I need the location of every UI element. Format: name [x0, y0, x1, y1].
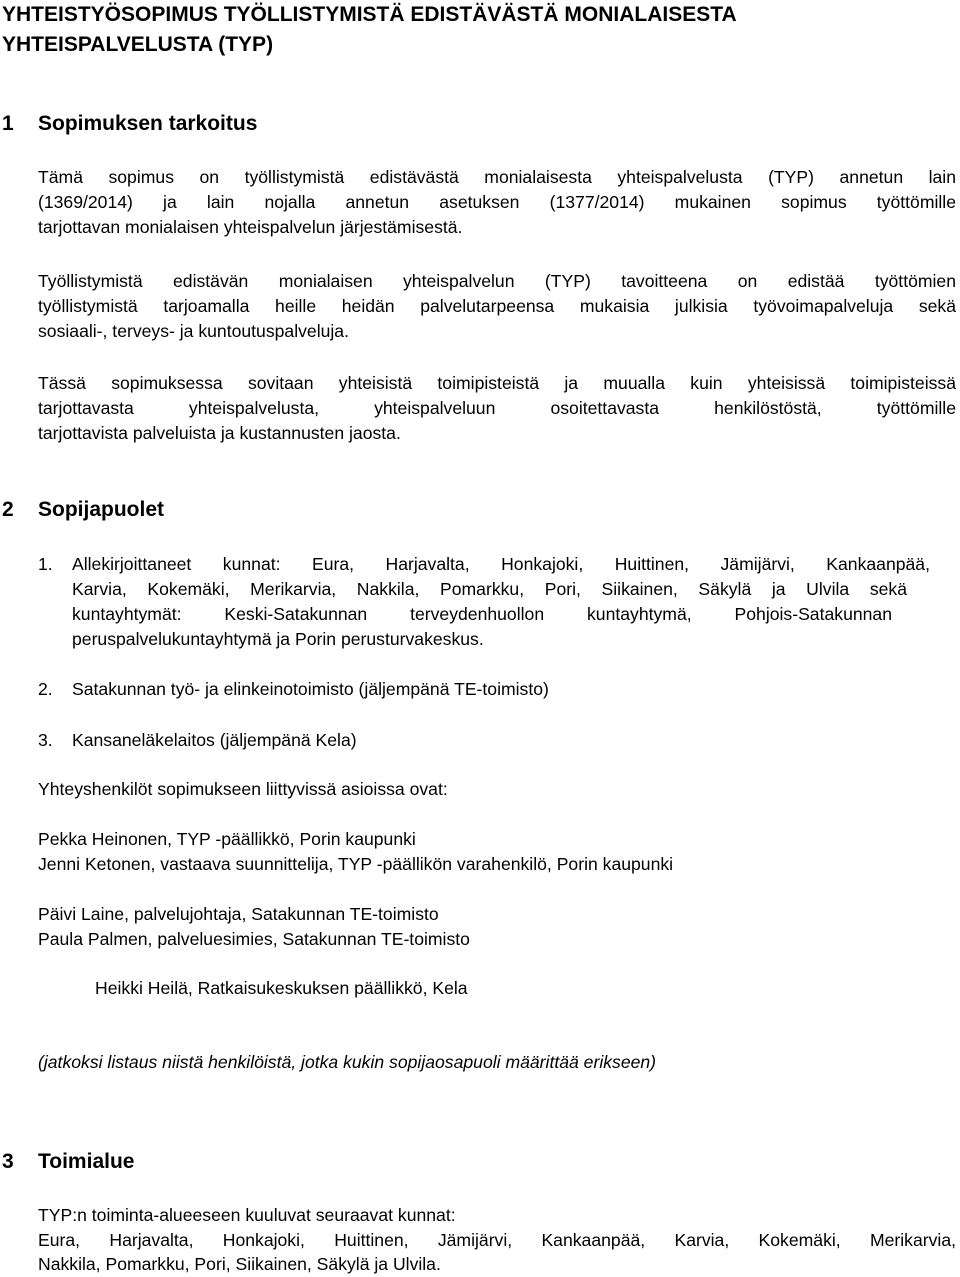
section-title: Sopimuksen tarkoitus: [38, 112, 258, 135]
section-title: Toimialue: [38, 1150, 135, 1173]
document-title-line-2: YHTEISPALVELUSTA (TYP): [2, 33, 274, 56]
list-item-number: 3.: [38, 730, 53, 750]
paragraph-line: työllistymistä tarjoamalla heille heidän palvelutarpeensa mukaisia julkisia työvoimapalveluja sekä: [38, 296, 956, 316]
contact-person: Heikki Heilä, Ratkaisukeskuksen päällikkö, Kela: [95, 978, 468, 998]
paragraph-line: tarjottavan monialaisen yhteispalvelun järjestämisestä.: [38, 217, 463, 237]
paragraph-line: (1369/2014) ja lain nojalla annetun asetuksen (1377/2014) mukainen sopimus työttömille: [38, 192, 956, 212]
section-1-heading: [2, 112, 257, 136]
list-item-line: Satakunnan työ- ja elinkeinotoimisto (jäljempänä TE-toimisto): [72, 679, 549, 699]
paragraph-line: Tässä sopimuksessa sovitaan yhteisistä toimipisteistä ja muualla kuin yhteisissä toimipisteissä: [38, 373, 956, 393]
list-item-number: 2.: [38, 679, 53, 699]
section-number: 1: [2, 112, 14, 135]
section-number: 3: [2, 1150, 14, 1173]
list-item-number: 1.: [38, 554, 53, 574]
section-number: 2: [2, 498, 14, 521]
contacts-intro: Yhteyshenkilöt sopimukseen liittyvissä asioissa ovat:: [38, 779, 448, 799]
contact-person: Paula Palmen, palveluesimies, Satakunnan TE-toimisto: [38, 929, 470, 949]
list-item-line: Karvia, Kokemäki, Merikarvia, Nakkila, Pomarkku, Pori, Siikainen, Säkylä ja Ulvila sekä: [72, 579, 907, 599]
contact-person: Päivi Laine, palvelujohtaja, Satakunnan TE-toimisto: [38, 904, 439, 924]
list-item-line: kuntayhtymät: Keski-Satakunnan terveydenhuollon kuntayhtymä, Pohjois-Satakunnan: [72, 604, 892, 624]
municipalities-line: Nakkila, Pomarkku, Pori, Siikainen, Säkylä ja Ulvila.: [38, 1254, 441, 1274]
paragraph-line: tarjottavasta yhteispalvelusta, yhteispalveluun osoitettavasta henkilöstöstä, työttömille: [38, 398, 956, 418]
paragraph-line: tarjottavista palveluista ja kustannusten jaosta.: [38, 423, 401, 443]
list-item-line: peruspalvelukuntayhtymä ja Porin perusturvakeskus.: [72, 629, 484, 649]
region-intro: TYP:n toiminta-alueeseen kuuluvat seuraavat kunnat:: [38, 1205, 456, 1225]
paragraph-line: sosiaali-, terveys- ja kuntoutuspalveluja.: [38, 321, 349, 341]
list-item-line: Kansaneläkelaitos (jäljempänä Kela): [72, 730, 357, 750]
contacts-note: (jatkoksi listaus niistä henkilöistä, jotka kukin sopijaosapuoli määrittää erikseen): [38, 1052, 657, 1072]
section-3-heading: [2, 1150, 134, 1174]
paragraph-line: Tämä sopimus on työllistymistä edistävästä monialaisesta yhteispalvelusta (TYP) annetun lain: [38, 167, 956, 187]
section-title: Sopijapuolet: [38, 498, 164, 521]
municipalities-line: Eura, Harjavalta, Honkajoki, Huittinen, Jämijärvi, Kankaanpää, Karvia, Kokemäki, Merikarvia,: [38, 1230, 956, 1250]
paragraph-line: Työllistymistä edistävän monialaisen yhteispalvelun (TYP) tavoitteena on edistää työttömien: [38, 271, 956, 291]
list-item-line: Allekirjoittaneet kunnat: Eura, Harjavalta, Honkajoki, Huittinen, Jämijärvi, Kankaanpää,: [72, 554, 930, 574]
contact-person: Jenni Ketonen, vastaava suunnittelija, TYP -päällikön varahenkilö, Porin kaupunki: [38, 854, 674, 874]
document-title-line-1: YHTEISTYÖSOPIMUS TYÖLLISTYMISTÄ EDISTÄVÄSTÄ MONIALAISESTA: [2, 3, 737, 26]
section-2-heading: [2, 498, 164, 522]
contact-person: Pekka Heinonen, TYP -päällikkö, Porin kaupunki: [38, 829, 416, 849]
